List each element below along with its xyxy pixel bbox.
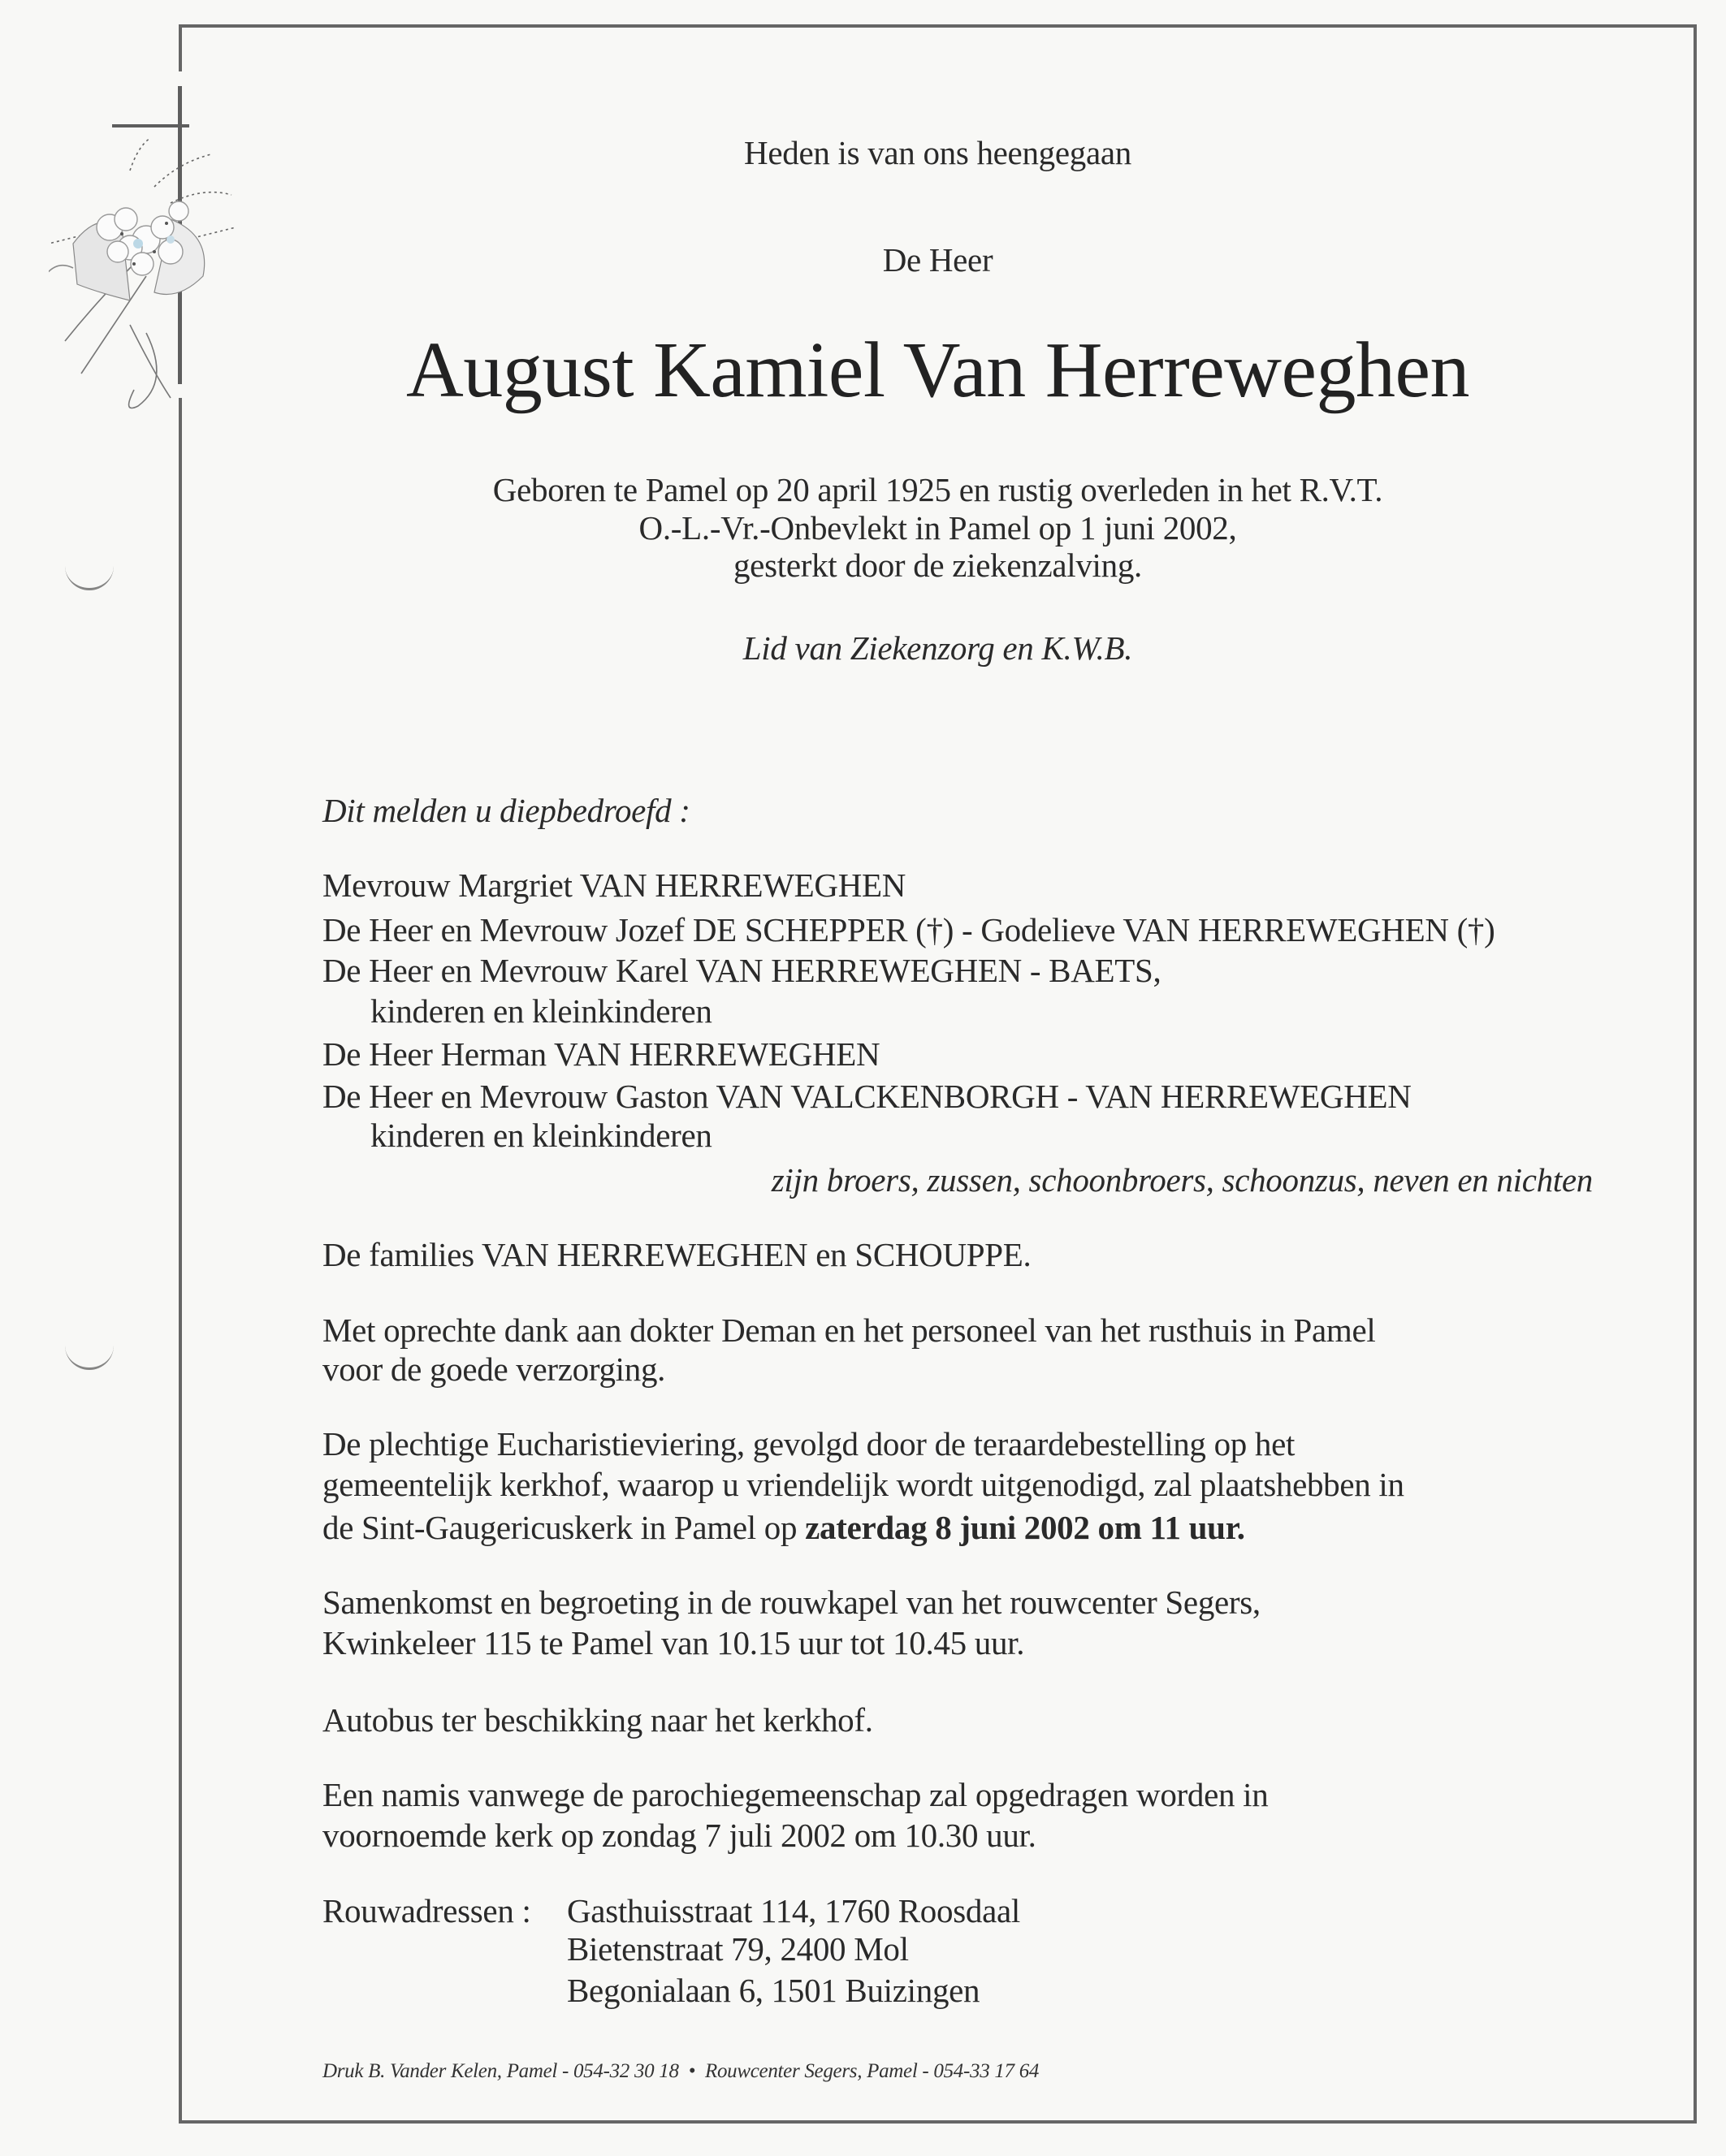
gathering-line: Samenkomst en begroeting in de rouwkapel van het rouwcenter Segers, xyxy=(322,1584,1261,1621)
mourner-line: De Heer en Mevrouw Gaston VAN VALCKENBORGH - VAN HERREWEGHEN xyxy=(322,1078,1412,1115)
gathering-line: Kwinkeleer 115 te Pamel van 10.15 uur tot 10.45 uur. xyxy=(322,1624,1025,1661)
mourner-line: De Heer Herman VAN HERREWEGHEN xyxy=(322,1035,880,1073)
service-line: De plechtige Eucharistieviering, gevolgd door de teraardebestelling op het xyxy=(322,1425,1296,1463)
memorial-mass-line: Een namis vanwege de parochiegemeenschap zal opgedragen worden in xyxy=(322,1776,1269,1813)
mourner-line: kinderen en kleinkinderen xyxy=(370,992,712,1030)
mourner-line: kinderen en kleinkinderen xyxy=(370,1117,712,1154)
address-line: Bietenstraat 79, 2400 Mol xyxy=(567,1930,909,1968)
punch-hole xyxy=(65,560,114,590)
addresses-label: Rouwadressen : xyxy=(322,1892,531,1929)
frame-border-top xyxy=(180,24,1697,28)
thanks-line: voor de goede verzorging. xyxy=(322,1350,666,1388)
mourner-line: De Heer en Mevrouw Jozef DE SCHEPPER (†) - Godelieve VAN HERREWEGHEN (†) xyxy=(322,911,1495,948)
opening-line: Heden is van ons heengegaan xyxy=(744,134,1131,171)
frame-border-left xyxy=(179,24,182,71)
mourner-line: Mevrouw Margriet VAN HERREWEGHEN xyxy=(322,866,906,904)
funeral-home-credit: Rouwcenter Segers, Pamel - 054-33 17 64 xyxy=(704,2060,1040,2082)
title-prefix: De Heer xyxy=(882,241,993,279)
membership-line: Lid van Ziekenzorg en K.W.B. xyxy=(742,629,1133,667)
memorial-mass-line: voornoemde kerk op zondag 7 juli 2002 om 10.30 uur. xyxy=(322,1817,1036,1854)
service-line-prefix: de Sint-Gaugericuskerk in Pamel op xyxy=(322,1509,806,1546)
thanks-line: Met oprechte dank aan dokter Deman en het personeel van het rusthuis in Pamel xyxy=(322,1311,1376,1349)
mourners-intro: Dit melden u diepbedroefd : xyxy=(322,792,690,829)
mourner-line: De Heer en Mevrouw Karel VAN HERREWEGHEN - BAETS, xyxy=(322,952,1161,989)
cross-icon xyxy=(112,124,189,127)
families-line: De families VAN HERREWEGHEN en SCHOUPPE. xyxy=(322,1236,1032,1273)
bus-line: Autobus ter beschikking naar het kerkhof. xyxy=(322,1701,873,1739)
address-line: Begonialaan 6, 1501 Buizingen xyxy=(567,1972,980,2009)
printer-credit: Druk B. Vander Kelen, Pamel - 054-32 30 18 xyxy=(322,2060,679,2082)
birth-death-line: O.-L.-Vr.-Onbevlekt in Pamel op 1 juni 2002, xyxy=(638,509,1237,547)
address-line: Gasthuisstraat 114, 1760 Roosdaal xyxy=(567,1892,1020,1929)
footer-credits xyxy=(322,2061,1039,2081)
relatives-line: zijn broers, zussen, schoonbroers, schoonzus, neven en nichten xyxy=(771,1161,1593,1199)
frame-border-bottom xyxy=(180,2120,1697,2124)
birth-death-line: gesterkt door de ziekenzalving. xyxy=(733,547,1142,584)
punch-hole xyxy=(65,1340,114,1370)
footer-separator: • xyxy=(688,2060,696,2082)
deceased-name: August Kamiel Van Herreweghen xyxy=(405,326,1470,414)
service-datetime: zaterdag 8 juni 2002 om 11 uur. xyxy=(805,1509,1245,1546)
birth-death-line: Geboren te Pamel op 20 april 1925 en rustig overleden in het R.V.T. xyxy=(492,471,1383,508)
service-line xyxy=(322,1511,1245,1545)
service-line: gemeentelijk kerkhof, waarop u vriendelijk wordt uitgenodigd, zal plaatshebben in xyxy=(322,1466,1404,1503)
